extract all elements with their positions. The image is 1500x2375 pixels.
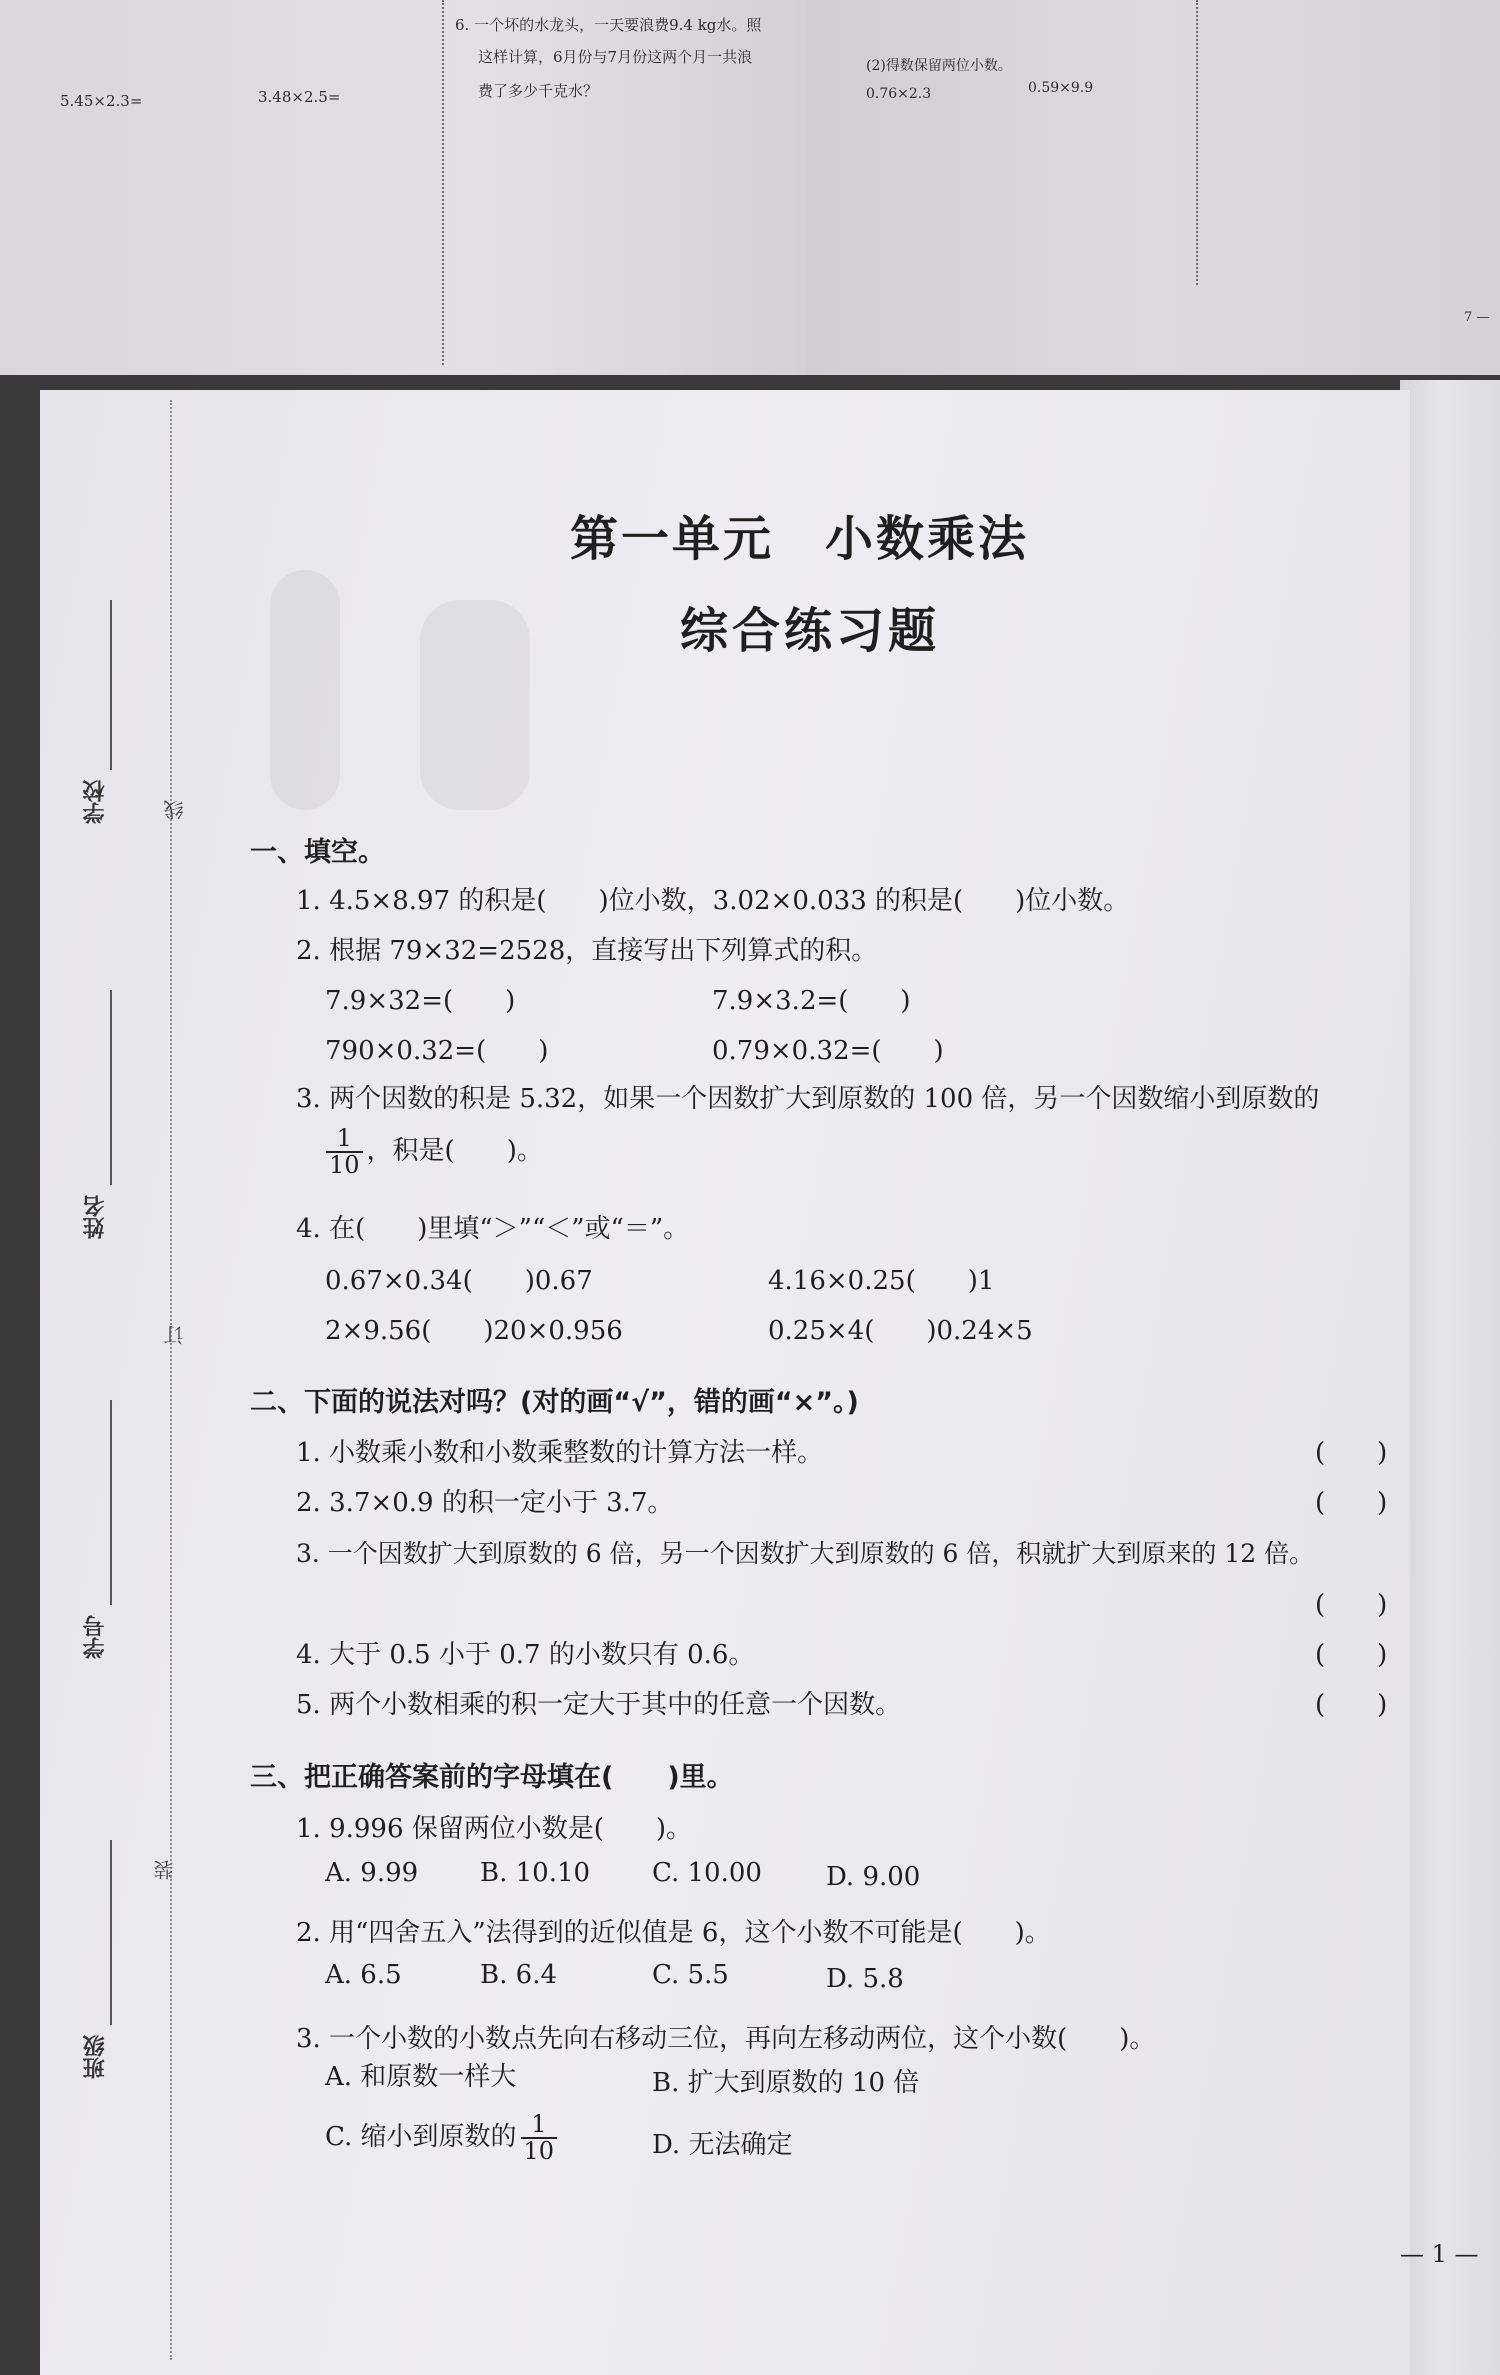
s2-answer-1[interactable]: ( ) — [1315, 1438, 1388, 1468]
side-field-class[interactable] — [110, 1840, 112, 2025]
prev-right-calc-2: 0.59×9.9 — [1028, 80, 1094, 96]
s3-q2-opt-a: A. 6.5 — [325, 1960, 402, 1990]
s1-q4-b: 4.16×0.25( )1 — [768, 1266, 995, 1296]
s2-answer-2[interactable]: ( ) — [1315, 1488, 1388, 1518]
binding-char-line: 线 — [163, 800, 187, 820]
s1-q1: 1. 4.5×8.97 的积是( )位小数，3.02×0.033 的积是( )位小数。 — [296, 886, 1130, 916]
show-through-bottle — [270, 570, 340, 810]
s3-q3-opt-d: D. 无法确定 — [652, 2130, 793, 2160]
side-label-class: 班级 — [83, 2035, 108, 2079]
s2-item-1: 1. 小数乘小数和小数乘整数的计算方法一样。 — [296, 1438, 824, 1468]
s3-q2: 2. 用“四舍五入”法得到的近似值是 6，这个小数不可能是( )。 — [296, 1918, 1051, 1948]
page-number: — 1 — — [1400, 2240, 1479, 2268]
s1-q3-fraction: $\frac{1}{10}$ — [326, 1126, 363, 1178]
prev-right-calc-1: 0.76×2.3 — [866, 86, 932, 102]
page-subtitle: 综合练习题 — [680, 603, 941, 659]
s3-q1-opt-d: D. 9.00 — [826, 1862, 921, 1892]
section2-heading: 二、下面的说法对吗？(对的画“√”，错的画“×”。) — [250, 1387, 859, 1418]
s3-q1-opt-c: C. 10.00 — [652, 1858, 762, 1888]
s1-q4-d: 0.25×4( )0.24×5 — [768, 1316, 1033, 1346]
prev-calc-1: 5.45×2.3= — [60, 92, 143, 110]
s3-q1: 1. 9.996 保留两位小数是( )。 — [296, 1814, 693, 1844]
s3-q2-opt-d: D. 5.8 — [826, 1964, 904, 1994]
s3-q2-opt-c: C. 5.5 — [652, 1960, 729, 1990]
s1-q2: 2. 根据 79×32=2528，直接写出下列算式的积。 — [296, 936, 878, 966]
binding-char-bind: 装 — [153, 1860, 177, 1880]
s3-q2-opt-b: B. 6.4 — [480, 1960, 557, 1990]
previous-page-strip — [0, 0, 1500, 375]
s1-q2-a: 7.9×32=( ) — [325, 986, 516, 1016]
s3-q1-opt-a: A. 9.99 — [325, 1858, 419, 1888]
prev-dotted-divider-1 — [442, 0, 444, 365]
s3-q1-opt-b: B. 10.10 — [480, 1858, 591, 1888]
s3-q3-opt-b: B. 扩大到原数的 10 倍 — [652, 2068, 920, 2098]
s2-item-5: 5. 两个小数相乘的积一定大于其中的任意一个因数。 — [296, 1690, 902, 1720]
s1-q4: 4. 在( )里填“＞”“＜”或“＝”。 — [296, 1214, 690, 1244]
s1-q2-b: 7.9×3.2=( ) — [712, 986, 911, 1016]
side-label-school: 学校 — [83, 780, 108, 824]
s1-q2-d: 0.79×0.32=( ) — [712, 1036, 944, 1066]
section1-heading: 一、填空。 — [250, 837, 385, 868]
side-field-name[interactable] — [110, 990, 112, 1185]
s2-item-4: 4. 大于 0.5 小于 0.7 的小数只有 0.6。 — [296, 1640, 755, 1670]
s2-answer-4[interactable]: ( ) — [1315, 1640, 1388, 1670]
s1-q3-continuation: $\frac{1}{10}$ ，积是( )。 — [322, 1126, 543, 1178]
s1-q3: 3. 两个因数的积是 5.32，如果一个因数扩大到原数的 100 倍，另一个因数缩小到原数的 — [296, 1084, 1320, 1114]
s2-answer-5[interactable]: ( ) — [1315, 1690, 1388, 1720]
side-field-school[interactable] — [110, 600, 112, 770]
s3-q3-opt-c: C. 缩小到原数的 $\frac{1}{10}$ — [325, 2112, 561, 2164]
prev-dotted-divider-2 — [1196, 0, 1198, 285]
side-label-number: 学号 — [83, 1615, 108, 1659]
page-title: 第一单元 小数乘法 — [570, 511, 1030, 567]
binding-dotted-line — [170, 400, 172, 2360]
prev-page-number: 7 — — [1464, 310, 1490, 325]
prev-q6-line1: 6. 一个坏的水龙头，一天要浪费9.4 kg水。照 — [455, 16, 762, 34]
prev-calc-2: 3.48×2.5= — [258, 88, 341, 106]
prev-q6-line3: 费了多少千克水？ — [478, 82, 599, 100]
s2-item-3: 3. 一个因数扩大到原数的 6 倍，另一个因数扩大到原数的 6 倍，积就扩大到原来的 12 倍。 — [296, 1539, 1315, 1568]
s2-answer-3[interactable]: ( ) — [1315, 1590, 1388, 1620]
prev-sub-question: (2)得数保留两位小数。 — [866, 58, 1012, 74]
s1-q4-a: 0.67×0.34( )0.67 — [325, 1266, 593, 1296]
s2-item-2: 2. 3.7×0.9 的积一定小于 3.7。 — [296, 1488, 674, 1518]
next-page-edge — [1400, 380, 1500, 2375]
show-through-jar — [420, 600, 530, 810]
section3-heading: 三、把正确答案前的字母填在( )里。 — [250, 1762, 734, 1793]
s3-q3-opt-a: A. 和原数一样大 — [325, 2062, 517, 2092]
s3-q3: 3. 一个小数的小数点先向右移动三位，再向左移动两位，这个小数( )。 — [296, 2024, 1156, 2054]
prev-q6-line2: 这样计算，6月份与7月份这两个月一共浪 — [478, 48, 753, 66]
side-label-name: 姓名 — [83, 1195, 108, 1239]
s3-q3-fraction: $\frac{1}{10}$ — [521, 2112, 558, 2164]
binding-char-staple: 订 — [163, 1325, 187, 1345]
s1-q4-c: 2×9.56( )20×0.956 — [325, 1316, 623, 1346]
side-field-number[interactable] — [110, 1400, 112, 1605]
s1-q2-c: 790×0.32=( ) — [325, 1036, 549, 1066]
